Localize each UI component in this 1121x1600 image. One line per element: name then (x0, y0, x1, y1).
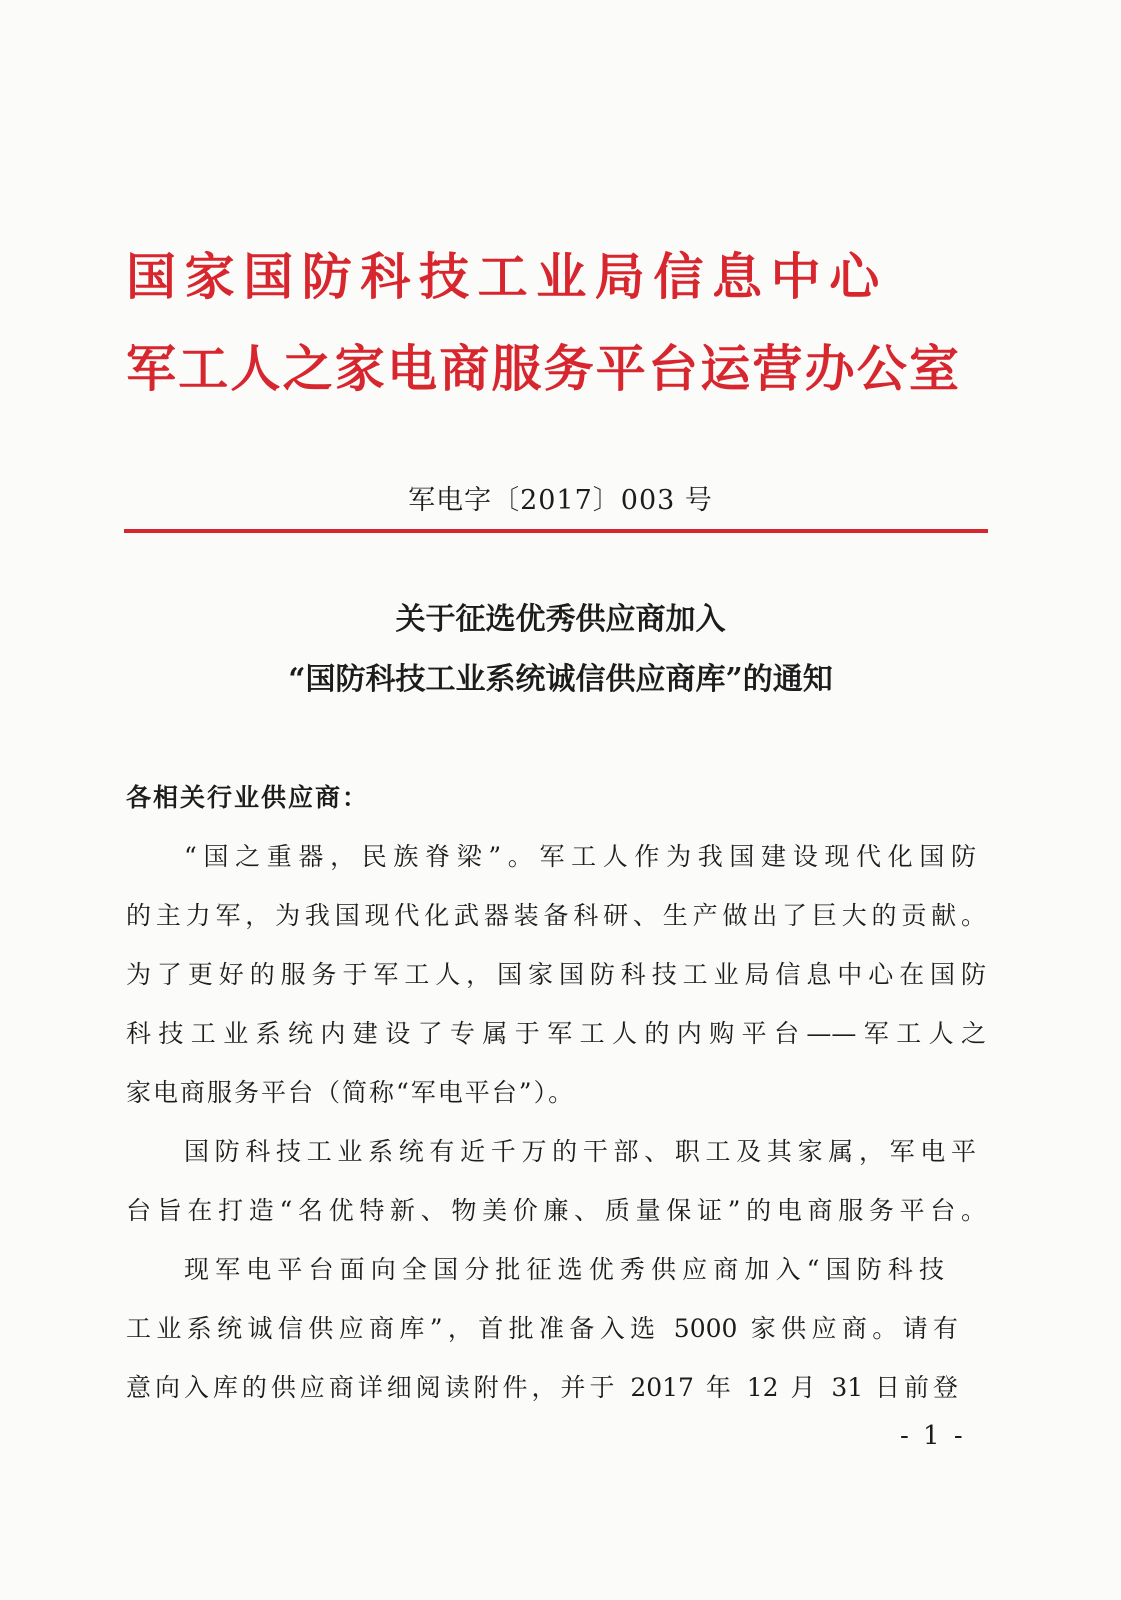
notice-title-line-1: 关于征选优秀供应商加入 (395, 602, 726, 637)
notice-title-line-2: “国防科技工业系统诚信供应商库”的通知 (288, 662, 833, 697)
body-p1-line-5: 家电商服务平台（简称“军电平台”）。 (126, 1078, 576, 1107)
body-p3-line-3: 意向入库的供应商详细阅读附件，并于 2017 年 12 月 31 日前登 (126, 1373, 958, 1402)
body-p3-line-2: 工业系统诚信供应商库”，首批准备入选 5000 家供应商。请有 (126, 1314, 958, 1343)
salutation: 各相关行业供应商： (126, 783, 370, 812)
body-p1-line-2: 的主力军，为我国现代化武器装备科研、生产做出了巨大的贡献。 (126, 901, 986, 930)
body-p2-line-1: 国防科技工业系统有近千万的干部、职工及其家属，军电平 (184, 1137, 976, 1166)
body-p2-line-2: 台旨在打造“名优特新、物美价廉、质量保证”的电商服务平台。 (126, 1196, 986, 1225)
issuing-org-line-2: 军工人之家电商服务平台运营办公室 (126, 340, 962, 398)
body-p1-line-3: 为了更好的服务于军工人，国家国防科技工业局信息中心在国防 (126, 960, 986, 989)
document-number: 军电字〔2017〕003 号 (408, 485, 713, 516)
issuing-org-line-1: 国家国防科技工业局信息中心 (126, 248, 888, 306)
body-p1-line-4: 科技工业系统内建设了专属于军工人的内购平台——军工人之 (126, 1019, 986, 1048)
page-number: - 1 - (900, 1421, 966, 1451)
body-p1-line-1: “国之重器，民族脊梁”。军工人作为我国建设现代化国防 (184, 842, 976, 871)
body-p3-line-1: 现军电平台面向全国分批征选优秀供应商加入“国防科技 (184, 1255, 944, 1284)
red-separator-rule (124, 529, 988, 533)
